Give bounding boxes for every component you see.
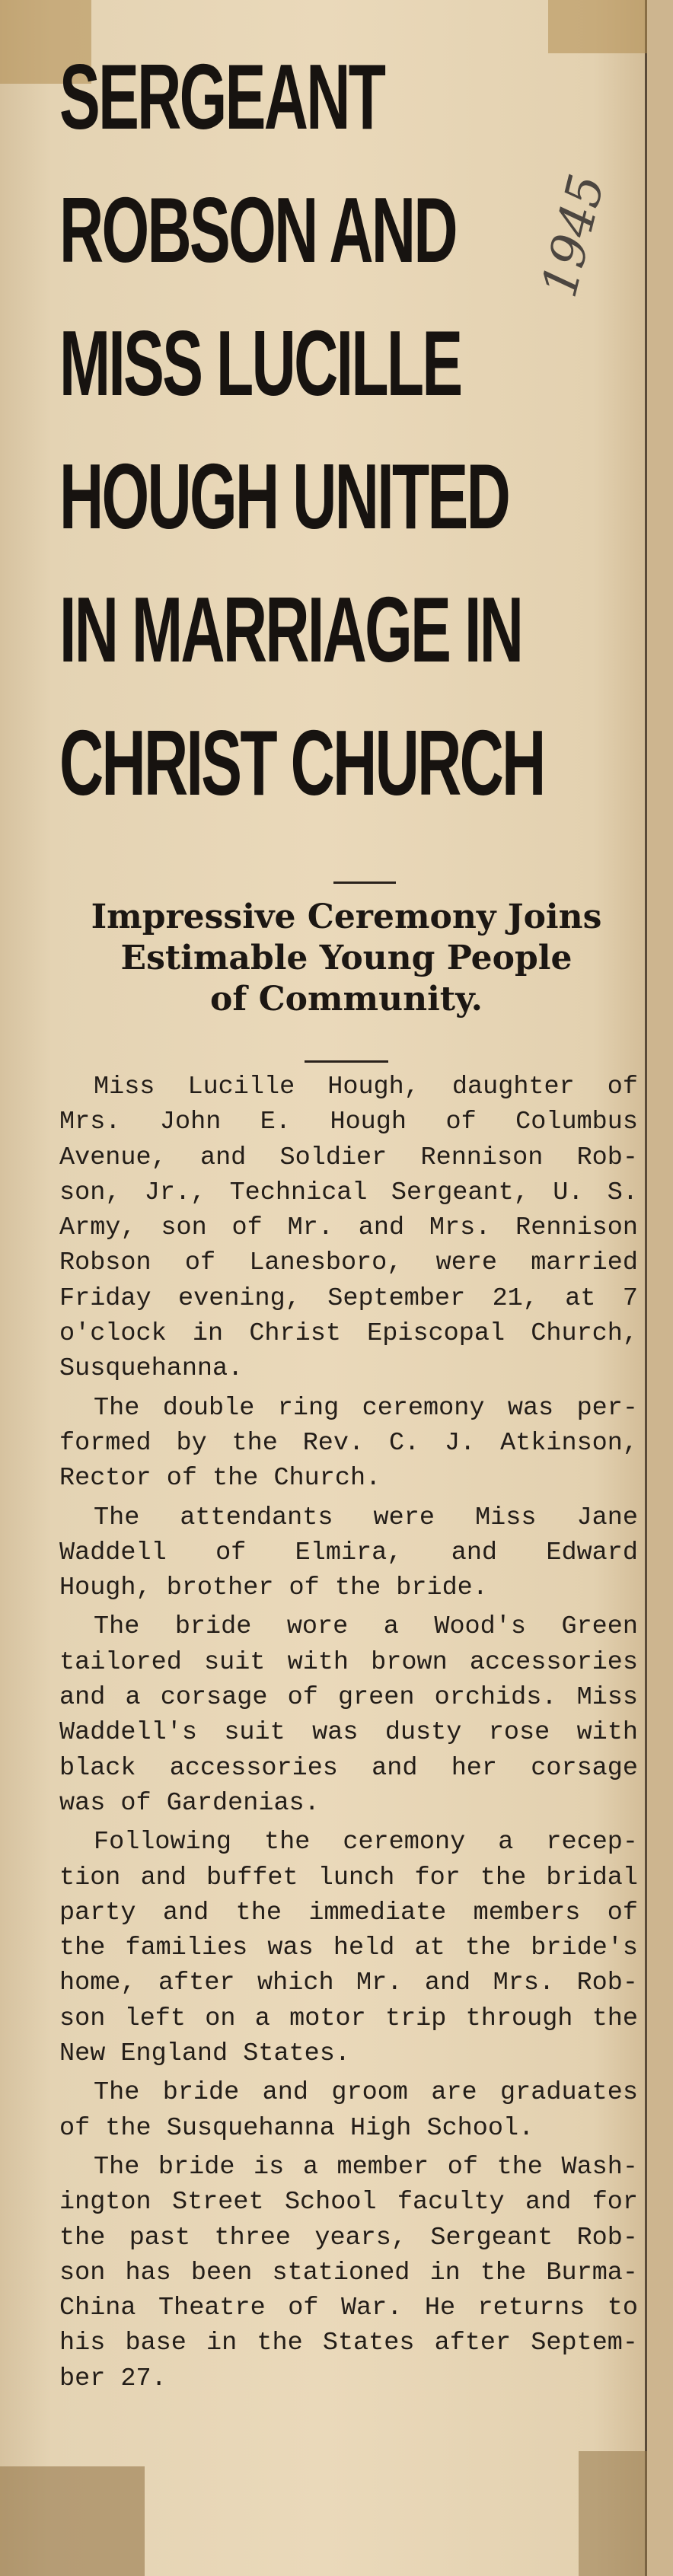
article-paragraph	[59, 1070, 638, 1387]
article-line: The bride is a member of the Wash-	[94, 2152, 638, 2182]
headline-line: CHRIST CHURCH	[59, 711, 544, 815]
article-body	[59, 1070, 638, 2400]
headline-line: HOUGH UNITED	[59, 445, 509, 548]
article-line: home, after which Mr. and Mrs. Rob-	[59, 1969, 638, 1998]
article-paragraph	[59, 1500, 638, 1606]
article-paragraph	[59, 1609, 638, 1821]
divider-rule	[333, 882, 396, 884]
article-line: The bride wore a Wood's Green	[94, 1612, 638, 1642]
article-line: China Theatre of War. He returns to	[59, 2294, 638, 2323]
article-line: Waddell of Elmira, and Edward	[59, 1538, 638, 1567]
article-line: Avenue, and Soldier Rennison Rob-	[59, 1143, 638, 1172]
article-line: and a corsage of green orchids. Miss	[59, 1683, 638, 1713]
subheadline-line: of Community.	[210, 980, 483, 1019]
article-line: Army, son of Mr. and Mrs. Rennison	[59, 1213, 638, 1243]
article-line: The bride and groom are graduates	[94, 2078, 638, 2108]
article-line: Following the ceremony a recep-	[94, 1828, 638, 1857]
article-line: New England States.	[59, 2039, 350, 2069]
article-line: The attendants were Miss Jane	[94, 1503, 638, 1532]
subheadline-line: Impressive Ceremony Joins	[91, 897, 602, 936]
headline-line: ROBSON AND	[59, 178, 456, 282]
article-line: The double ring ceremony was per-	[94, 1393, 638, 1423]
tape-mark-bottom-left	[0, 2466, 145, 2576]
article-line: party and the immediate members of	[59, 1898, 638, 1927]
article-paragraph	[59, 1825, 638, 2071]
article-line: Waddell's suit was dusty rose with	[59, 1718, 638, 1748]
subheadline-line: Estimable Young People	[120, 939, 573, 977]
article-line: tailored suit with brown accessories	[59, 1647, 638, 1677]
article-line: son has been stationed in the Burma-	[59, 2258, 638, 2287]
handwritten-year-note: 1945	[531, 168, 617, 303]
headline-line: SERGEANT	[59, 45, 384, 148]
article-line: Hough, brother of the bride.	[59, 1573, 488, 1603]
article-line: formed by the Rev. C. J. Atkinson,	[59, 1428, 638, 1458]
article-line: the past three years, Sergeant Rob-	[59, 2223, 638, 2252]
article-line: Friday evening, September 21, at 7	[59, 1283, 638, 1313]
tape-mark-bottom-right	[579, 2451, 647, 2576]
article-paragraph	[59, 2150, 638, 2396]
article-line: Miss Lucille Hough, daughter of	[94, 1073, 638, 1101]
subheadline	[53, 897, 640, 1020]
article-line: tion and buffet lunch for the bridal	[59, 1863, 638, 1892]
article-line: ber 27.	[59, 2364, 167, 2393]
article-line: Mrs. John E. Hough of Columbus	[59, 1108, 638, 1137]
article-line: black accessories and her corsage	[59, 1753, 638, 1783]
divider-rule	[305, 1060, 388, 1063]
article-line: the families was held at the bride's	[59, 1934, 638, 1963]
article-line: son, Jr., Technical Sergeant, U. S.	[59, 1178, 638, 1207]
article-line: o'clock in Christ Episcopal Church,	[59, 1319, 638, 1349]
headline-line: MISS LUCILLE	[59, 311, 461, 415]
article-line: ington Street School faculty and for	[59, 2188, 638, 2217]
article-line: Robson of Lanesboro, were married	[59, 1248, 638, 1278]
article-line: son left on a motor trip through the	[59, 2004, 638, 2033]
tape-mark-top-right	[548, 0, 647, 53]
article-paragraph	[59, 2075, 638, 2146]
article-line: was of Gardenias.	[59, 1788, 320, 1818]
article-line: Susquehanna.	[59, 1354, 244, 1384]
article-line: Rector of the Church.	[59, 1464, 381, 1494]
headline-line: IN MARRIAGE IN	[59, 578, 522, 681]
article-paragraph	[59, 1391, 638, 1497]
article-line: of the Susquehanna High School.	[59, 2113, 534, 2143]
article-line: his base in the States after Septem-	[59, 2329, 638, 2358]
headline	[59, 30, 544, 830]
